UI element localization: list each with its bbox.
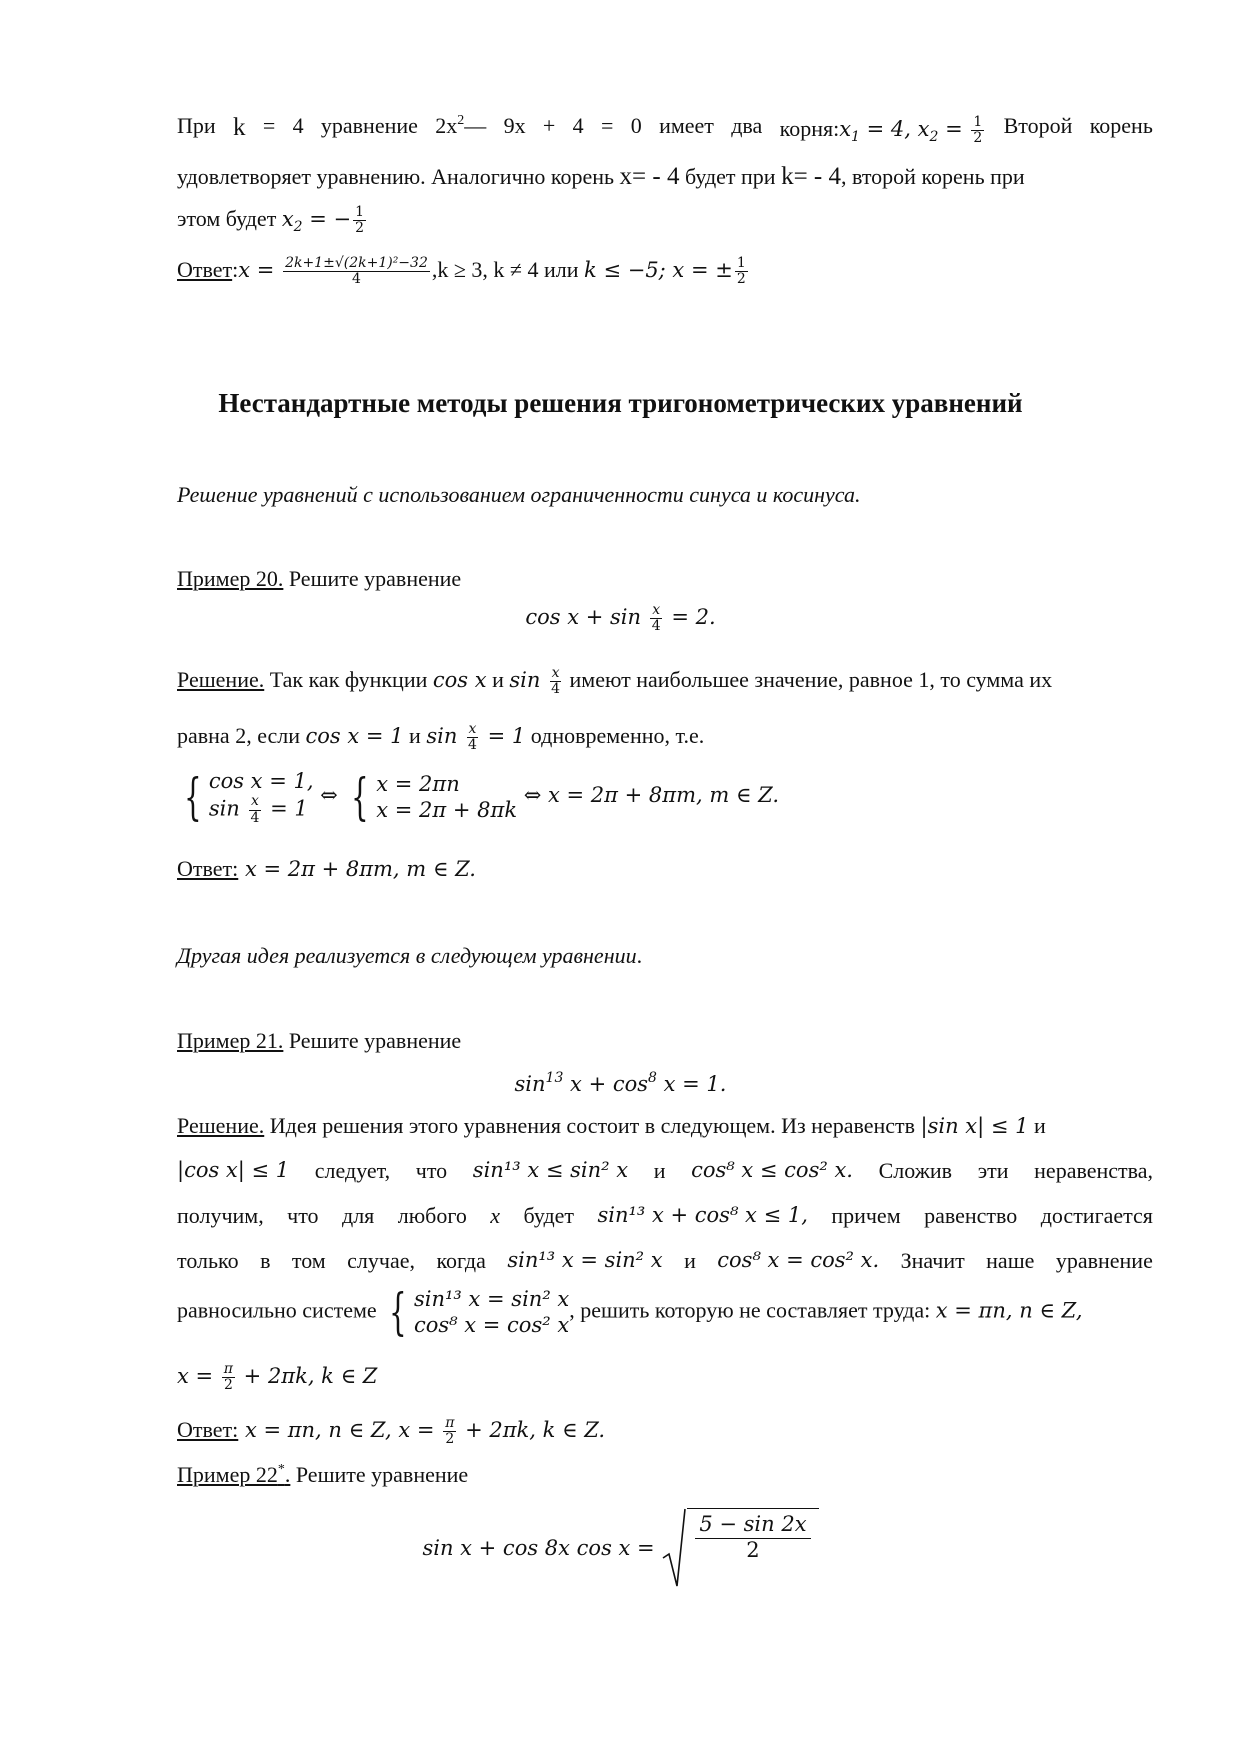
subsection-heading: Решение уравнений с использованием ограниченности синуса и косинуса.	[177, 482, 861, 507]
system-3: { sin¹³ x = sin² x cos⁸ x = cos² x	[389, 1283, 570, 1342]
text-line-2: удовлетворяет уравнению. Аналогично корень x= - 4 будет при k= - 4, второй корень при	[177, 163, 1025, 190]
example-label: Пример 22*.	[177, 1462, 291, 1487]
text-line-3: этом будет $x_2$ = − $\frac{1}{2}$	[177, 204, 365, 237]
word: =	[262, 113, 276, 138]
answer-20: Ответ: x = 2π + 8πm, m ∈ Z.	[177, 856, 476, 881]
word: При	[177, 113, 216, 138]
example-21-heading: Пример 21. Решите уравнение	[177, 1028, 462, 1053]
answer-fraction: $\frac{\text{2k+1±√(2k+1)²−32}}{4}$	[285, 255, 428, 288]
word: k	[233, 114, 246, 141]
word: 4	[292, 113, 304, 138]
second-root: $x_2$ = −	[281, 206, 352, 235]
word: корень	[1089, 113, 1153, 138]
fraction-one-half: $\frac{1}{2}$	[973, 114, 983, 147]
example-21-equation: $\sin^{13} x + \cos^8 x = 1$.	[514, 1070, 727, 1096]
solution-20-system: { cos x = 1, sin $\frac{x}{4}$ = 1 ⇔ { x = 2πn x = 2π + 8πk ⇔ x = 2π + 8πm, m ∈ Z.	[177, 768, 779, 826]
solution-21-line-4: только в том случае, когда sin¹³ x = sin² x и cos⁸ x = cos² x. Значит наше уравнение	[177, 1248, 1153, 1273]
example-label: Пример 20.	[177, 566, 284, 591]
answer-label: Ответ	[177, 256, 233, 282]
word: имеет	[659, 113, 714, 138]
word: Второй	[1003, 113, 1073, 138]
word: уравнение	[320, 113, 418, 138]
word: два	[731, 113, 763, 138]
idea-text: Другая идея реализуется в следующем уравнении.	[177, 943, 643, 968]
solution-21-line-6: x = $\frac{\pi}{2}$ + 2πk, k ∈ Z	[177, 1361, 378, 1394]
example-20-equation: cos x + sin $\frac{x}{4}$ = 2.	[525, 602, 716, 635]
fraction-one-half: $\frac{1}{2}$	[736, 255, 746, 288]
section-title: Нестандартные методы решения тригонометрических уравнений	[218, 388, 1023, 418]
word: =	[600, 113, 614, 138]
example-22-equation: sin x + cos 8x cos x = $\frac{5 - \sin 2x}{2}$	[0, 1508, 1241, 1588]
system-2: { x = 2πn x = 2π + 8πk	[351, 768, 518, 827]
answer-line-1: Ответ:x = $\frac{\text{2k+1±√(2k+1)²−32}}{4}$ ,k ≥ 3, k ≠ 4 или k ≤ −5; x = ± $\frac{1}{2}$	[177, 255, 746, 288]
solution-label: Решение.	[177, 666, 265, 692]
word: 4	[572, 113, 584, 138]
example-20-heading: Пример 20. Решите уравнение	[177, 566, 462, 591]
example-label: Пример 21.	[177, 1028, 284, 1053]
answer-21: Ответ: x = πn, n ∈ Z, x = $\frac{\pi}{2}$ + 2πk, k ∈ Z.	[177, 1415, 606, 1448]
solution-21-line-3: получим, что для любого x будет sin¹³ x + cos⁸ x ≤ 1, причем равенство достигается	[177, 1203, 1153, 1228]
word: 0	[630, 113, 642, 138]
solution-label: Решение.	[177, 1113, 265, 1138]
root-value: x= - 4	[619, 163, 680, 190]
word: 9x	[503, 113, 526, 138]
solution-20-line-1: Решение. Так как функции cos x и sin $\frac{x}{4}$ имеют наибольшее значение, равное 1, то сумма их	[177, 665, 1053, 698]
square-root: $\frac{5 - \sin 2x}{2}$	[661, 1508, 818, 1588]
term-2x2: $2x^2—$	[435, 113, 487, 138]
word: +	[542, 113, 556, 138]
solution-21-line-1: Решение. Идея решения этого уравнения состоит в следующем. Из неравенств |sin x| ≤ 1 и	[177, 1113, 1046, 1138]
answer-label: Ответ:	[177, 1416, 239, 1442]
text-line-1	[177, 115, 1153, 147]
system-1: { cos x = 1, sin $\frac{x}{4}$ = 1	[184, 768, 314, 827]
answer-label: Ответ:	[177, 856, 239, 881]
solution-21-line-2: |cos x| ≤ 1 следует, что sin¹³ x ≤ sin² x и cos⁸ x ≤ cos² x. Сложив эти неравенства,	[177, 1158, 1153, 1183]
example-22-heading: Пример 22*. Решите уравнение	[177, 1462, 469, 1487]
k-value: k= - 4	[781, 163, 842, 190]
fraction-one-half: $\frac{1}{2}$	[355, 204, 365, 237]
roots-expression: $корня:x_1 = 4$, $x_2$ = $\frac{1}{2}$	[779, 114, 983, 147]
solution-20-line-2: равна 2, если cos x = 1 и sin $\frac{x}{4}$ = 1 одновременно, т.е.	[177, 721, 705, 754]
solution-21-line-5: равносильно системе { sin¹³ x = sin² x cos⁸ x = cos² x , решить которую не составляет труда: x = πn, n ∈ Z,	[177, 1283, 1083, 1342]
